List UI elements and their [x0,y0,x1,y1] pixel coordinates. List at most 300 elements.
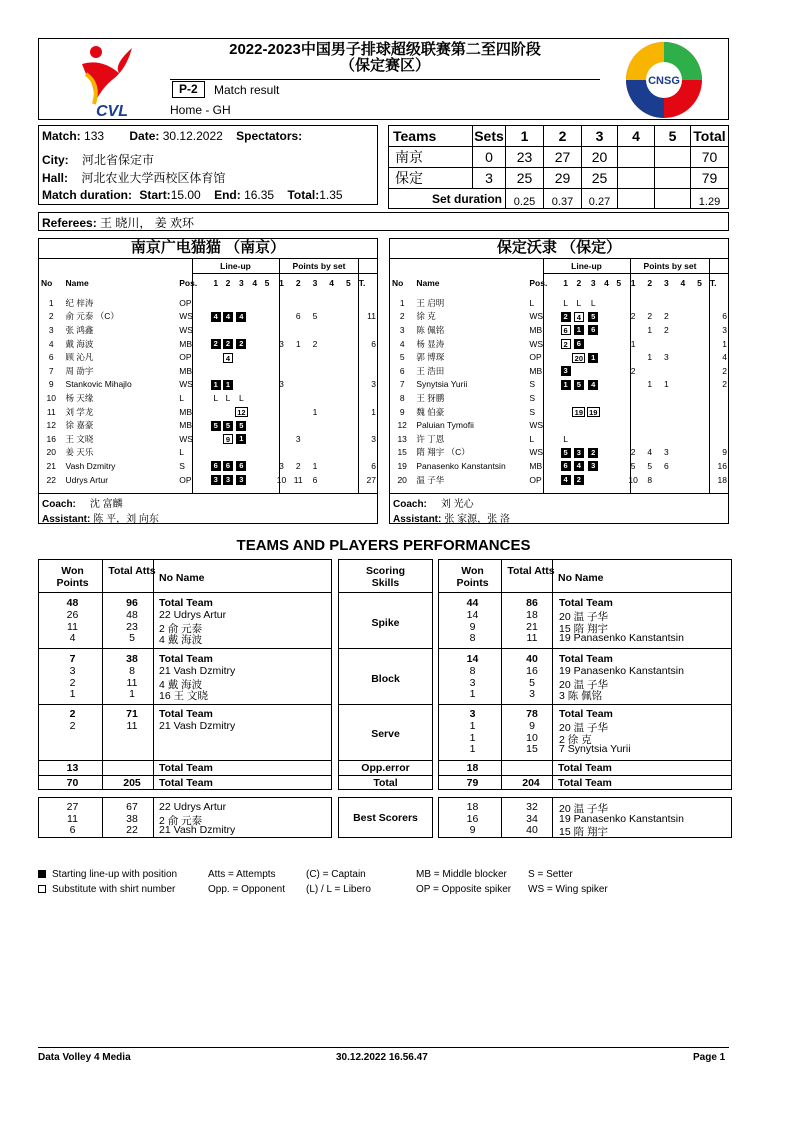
starting-position: 6 [236,461,246,471]
lineup-cell [613,391,625,405]
atts-value: 18 [526,608,538,621]
lineup-cell [234,378,248,392]
player-name: Panasenko Kanstantsin [416,460,506,471]
legend-libero: (L) / L = Libero [306,884,371,895]
starting-position: 5 [223,421,233,431]
player-pos: MB [179,420,193,431]
points-set-header: 5 [697,278,702,288]
header-set1: 1 [506,126,544,147]
points-cell [273,364,290,378]
assistant-name: 张 家源，张 洛 [444,514,510,525]
bottom-rule [390,493,728,494]
lineup-cell [600,350,612,364]
lineup-cell [586,405,600,419]
points-cell [625,418,642,432]
player-name: Total Team [559,708,613,720]
player-no: 7 [399,379,405,390]
points-cell [340,418,357,432]
player-name: 7 Synytsia Yurii [559,743,631,756]
lineup-cell [234,323,248,337]
lineup-cell [249,405,261,419]
assistant-line [393,510,510,525]
player-name: 刘 学龙 [65,406,94,417]
points-cell [691,446,708,460]
assistant-label: Assistant: [393,514,442,525]
perf-left-won-header: Won Points [56,565,89,589]
lineup-cell [261,391,273,405]
player-no: 4 [399,338,405,349]
lineup-cell [261,405,273,419]
lineup-cell [586,459,600,473]
points-cell [273,432,290,446]
skill-label: Serve [371,728,400,740]
lineup-cell [249,391,261,405]
lineup-cell: L [576,297,582,308]
player-row [39,323,378,337]
substitute-number: 2 [561,339,571,349]
player-no: 20 [397,474,407,485]
starting-position: 2 [211,339,221,349]
assistant-line [42,510,159,525]
lineup-cell [572,391,586,405]
points-cell [675,310,692,324]
report-code: P-2 [172,81,205,98]
lineup-cell [234,446,248,460]
lineup-cell [261,350,273,364]
points-cell [323,432,340,446]
points-cell: 1 [312,406,318,417]
player-name: 周 劭宇 [65,365,94,376]
won-value: 2 [69,719,76,732]
player-name: 许 丁恩 [416,433,445,444]
points-cell: 3 [279,338,284,349]
points-cell [340,473,357,487]
legend-opp: Opp. = Opponent [208,884,286,895]
best-won: 18 [466,801,479,813]
points-set-header: 1 [630,278,636,288]
best-name: 19 Panasenko Kanstantsin [559,812,684,825]
lineup-cell [613,473,625,487]
player-row [390,296,729,310]
team-name: 保定沃隶 （保定） [496,239,622,256]
best-won: 11 [67,812,78,825]
points-cell: 11 [293,474,303,485]
points-cell [340,296,357,310]
points-set-header: 2 [295,278,301,288]
points-cell [273,446,290,460]
team-name-underline [390,258,728,259]
starting-position: 6 [223,461,233,471]
col-header-pos: Pos. [179,278,198,288]
points-cell [323,418,340,432]
player-pos: L [529,297,535,308]
points-cell: 6 [312,474,318,485]
score-row-away: 保定 3 25 29 25 79 [389,168,729,189]
atts-value: 38 [126,653,138,665]
player-no: 21 [46,460,56,471]
coach-line [42,495,123,510]
lineup-cell [234,337,248,351]
player-name: 20 温 子华 [559,610,609,623]
won-value: 1 [469,719,476,732]
footer-right: Page 1 [693,1052,726,1063]
col-header-pos: Pos. [529,278,548,288]
won-value: 1 [469,743,476,756]
player-pos: WS [529,447,544,458]
report-name: Match result [214,83,280,97]
total-right-won: 79 [466,777,479,789]
points-set-header: 5 [346,278,351,288]
opp-left-name: Total Team [159,762,213,774]
points-cell [675,432,692,446]
lineup-cell [600,337,612,351]
starting-position: 6 [574,339,584,349]
legend-atts: Atts = Attempts [208,869,276,880]
total-right-atts: 204 [522,777,540,789]
player-row [39,310,378,324]
lineup-header: Line-up [220,261,251,271]
player-total: 1 [722,338,727,349]
points-cell [675,391,692,405]
atts-value: 86 [526,597,538,609]
starting-position: 4 [561,475,571,485]
points-cell [307,432,324,446]
points-cell [658,391,675,405]
player-total [357,446,378,460]
points-cell [675,350,692,364]
lineup-cell [234,473,248,487]
lineup-cell [249,364,261,378]
player-total [357,364,378,378]
lineup-cell [222,418,234,432]
player-total: 2 [722,379,727,390]
lineup-cell [559,364,571,378]
points-set-header: 1 [279,278,284,288]
player-no: 1 [399,297,405,308]
lineup-cell [613,446,625,460]
lineup-cell [210,405,222,419]
legend-mb: MB = Middle blocker [416,869,507,880]
player-row [39,391,378,405]
player-name: 陈 佩铭 [416,324,445,335]
row-divider [338,760,433,761]
points-cell [340,323,357,337]
substitute-number: 12 [235,407,248,417]
lineup-cell [600,378,612,392]
won-value: 8 [469,632,476,645]
best-won: 6 [69,824,76,836]
lineup-cell [600,310,612,324]
legend-starting: Starting line-up with position [38,869,177,880]
page-title: 2022-2023中国男子排球超级联赛第二至四阶段 （保定赛区） [229,41,541,74]
substitute-number: 19 [587,407,600,417]
points-cell [658,296,675,310]
lineup-cell [613,296,625,310]
lineup-cell [210,323,222,337]
points-cell [323,364,340,378]
lineup-set-header: 1 [563,278,568,288]
points-cell: 2 [312,338,318,349]
player-total [708,296,729,310]
header-teams: Teams [389,126,473,147]
player-pos: WS [179,379,193,390]
player-no: 10 [46,392,56,403]
lineup-cell [559,378,571,392]
player-row [390,432,729,446]
starting-position: 1 [211,380,221,390]
starting-position: 3 [561,366,571,376]
player-row [390,323,729,337]
lineup-cell [613,310,625,324]
points-cell [290,446,307,460]
best-won: 9 [469,824,476,836]
player-no: 8 [399,392,405,403]
player-table [39,276,378,486]
lineup-cell [222,310,234,324]
row-divider [338,648,433,649]
player-pos: L [179,447,184,458]
cnsg-text: CNSG [648,75,680,87]
header-rule [543,273,729,274]
player-no: 2 [399,311,405,322]
player-total [708,391,729,405]
points-cell [340,310,357,324]
lineup-cell [600,418,612,432]
player-no: 3 [48,324,54,335]
lineup-cell: L [239,392,244,403]
bottom-rule [39,493,377,494]
player-total: 6 [722,311,727,322]
player-total [357,418,378,432]
starting-position: 2 [561,312,571,322]
points-cell: 1 [663,379,669,390]
lineup-set-header: 5 [264,278,270,288]
points-cell [307,446,324,460]
points-cell [290,405,307,419]
row-divider [338,592,433,593]
player-pos: S [529,392,536,403]
atts-value: 9 [529,719,535,732]
starting-position: 5 [211,421,221,431]
score-table [388,125,729,209]
report-subtitle: Home - GH [170,103,231,117]
best-atts: 32 [526,801,538,813]
won-value: 8 [469,664,476,677]
points-cell [323,459,340,473]
player-row [39,296,378,310]
lineup-cell [586,337,600,351]
points-cell: 1 [647,324,653,335]
best-atts: 22 [126,824,138,836]
won-value: 11 [67,620,78,633]
points-cell: 3 [295,433,301,444]
lineup-cell [586,418,600,432]
points-cell [691,459,708,473]
lineup-cell [559,459,571,473]
player-name: 姜 天乐 [65,447,94,458]
player-no: 15 [397,447,407,458]
won-value: 3 [469,676,476,689]
player-total: 9 [722,447,727,458]
player-row [390,391,729,405]
lineup-cell: L [213,392,219,403]
column-divider [102,559,103,790]
player-row [390,350,729,364]
starting-position: 3 [236,475,246,485]
atts-value: 40 [526,653,538,665]
won-value: 1 [469,731,476,744]
points-cell [641,418,658,432]
lineup-cell [222,378,234,392]
player-name: 王 启明 [416,297,445,308]
lineup-cell [210,350,222,364]
player-pos: S [529,379,536,390]
points-cell: 2 [295,460,301,471]
points-cell [675,364,692,378]
legend-op: OP = Opposite spiker [416,884,512,895]
lineup-cell [613,350,625,364]
won-value: 44 [466,597,479,609]
points-cell [658,364,675,378]
points-cell [658,337,675,351]
player-name: 王 文晓 [65,433,94,444]
match-line: Match: 133 Date: 30.12.2022 Spectators: [42,129,303,143]
player-pos: OP [179,352,192,363]
points-cell: 8 [647,474,653,485]
player-name: Total Team [159,708,213,720]
lineup-cell [222,323,234,337]
lineup-cell [261,473,273,487]
starting-position: 1 [236,434,246,444]
lineup-cell [559,418,571,432]
points-cell [625,432,642,446]
lineup-cell [222,364,234,378]
lineup-cell [261,432,273,446]
lineup-cell [210,378,222,392]
player-name: 温 子华 [416,474,445,485]
lineup-cell [261,310,273,324]
substitute-number: 6 [561,325,571,335]
player-name: 魏 伯豪 [416,406,445,417]
points-cell [340,432,357,446]
lineup-cell [600,405,612,419]
lineup-cell [559,473,571,487]
lineup-cell [222,446,234,460]
player-pos: S [179,460,185,471]
row-divider [38,704,332,705]
assistant-label: Assistant: [42,514,91,525]
lineup-cell [572,337,586,351]
total-left-atts: 205 [123,777,141,789]
player-no: 19 [397,460,407,471]
player-name: 3 陈 佩铭 [559,690,603,703]
best-won: 16 [466,812,479,825]
points-cell [675,459,692,473]
player-name: 俞 元泰 （C） [65,311,119,322]
player-pos: MB [179,365,193,376]
points-cell: 3 [279,460,284,471]
empty-square-icon [38,885,46,893]
substitute-number: 4 [574,312,584,322]
col-header-name: Name [416,278,440,288]
starting-position: 3 [588,461,598,471]
lineup-cell [234,296,248,310]
lineup-set-header: 5 [616,278,622,288]
player-no: 20 [46,447,56,458]
points-cell [290,296,307,310]
atts-value: 5 [529,676,535,689]
lineup-cell [210,459,222,473]
starting-position: 4 [223,312,233,322]
player-name: 19 Panasenko Kanstantsin [559,632,684,645]
starting-position: 4 [211,312,221,322]
lineup-cell [249,446,261,460]
lineup-cell [600,296,612,310]
best-name: 20 温 子华 [559,803,609,815]
player-name: Stankovic Mihajlo [65,379,132,390]
lineup-set-header: 4 [252,278,258,288]
player-name: 隋 翔宇 （C） [416,447,470,458]
row-divider [338,775,433,776]
player-name: 19 Panasenko Kanstantsin [559,664,684,677]
header-sets: Sets [473,126,506,147]
points-cell: 5 [630,460,636,471]
starting-position: 2 [588,448,598,458]
header-set2: 2 [544,126,582,147]
player-total [357,323,378,337]
lineup-cell [613,405,625,419]
player-no: 3 [399,324,405,335]
points-cell [625,296,642,310]
player-no: 6 [48,352,54,363]
lineup-cell [261,378,273,392]
player-pos: MB [529,365,543,376]
points-cell [323,350,340,364]
points-cell [323,378,340,392]
perf-left-name-header: No Name [159,572,205,584]
player-pos: OP [529,474,542,485]
city-line: City: 河北省保定市 [42,153,155,167]
header-total: Total [691,126,729,147]
won-value: 9 [469,620,476,633]
starting-position: 5 [236,421,246,431]
atts-value: 96 [126,597,138,609]
player-total [357,391,378,405]
substitute-number: 4 [223,353,233,363]
points-set-header: 3 [312,278,318,288]
best-atts: 34 [526,812,538,825]
score-row-home: 南京 0 23 27 20 70 [389,147,729,168]
points-cell [290,323,307,337]
points-cell [323,391,340,405]
lineup-header: Line-up [571,261,602,271]
player-pos: OP [529,352,542,363]
coach-name: 刘 光心 [440,499,474,510]
player-row [39,350,378,364]
starting-position: 4 [236,312,246,322]
opp-right-name: Total Team [558,762,612,774]
lineup-cell [572,310,586,324]
points-cell [340,405,357,419]
player-total: 3 [722,324,727,335]
points-cell [340,446,357,460]
lineup-cell [559,323,571,337]
lineup-cell [249,310,261,324]
won-value: 48 [66,597,79,609]
player-row [39,378,378,392]
points-cell [675,337,692,351]
player-pos: S [529,406,536,417]
